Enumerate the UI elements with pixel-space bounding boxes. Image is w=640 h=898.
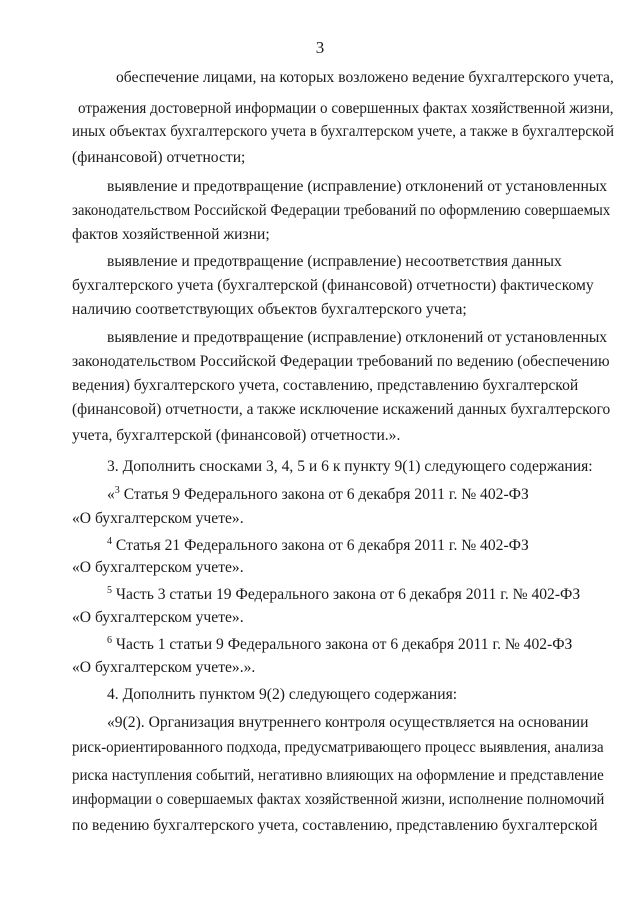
footnote-line: $^5$ Часть 3 статьи 19 Федерального закона от 6 декабря 2011 г. № 402-ФЗ [107,585,581,603]
text-line: (финансовой) отчетности; [72,149,246,166]
footnote-line: $^6$ Часть 1 статьи 9 Федерального закона от 6 декабря 2011 г. № 402-ФЗ [107,635,573,653]
footnote-line: $^4$ Статья 21 Федерального закона от 6 декабря 2011 г. № 402-ФЗ [107,536,529,554]
page-number: 3 [315,38,325,57]
text-line: «9(2). Организация внутреннего контроля осуществляется на основании [107,714,589,731]
text-line: бухгалтерского учета (бухгалтерской (финансовой) отчетности) фактическому [72,277,594,294]
text-line: иных объектах бухгалтерского учета в бухгалтерском учете, а также в бухгалтерской [72,123,615,140]
text-line: 4. Дополнить пунктом 9(2) следующего содержания: [107,686,458,703]
text-line: (финансовой) отчетности, а также исключение искажений данных бухгалтерского [72,401,611,418]
text-line: выявление и предотвращение (исправление) отклонений от установленных [107,329,608,346]
footnote-line: «$^3$ Статья 9 Федерального закона от 6 декабря 2011 г. № 402-ФЗ [107,485,529,503]
text-line: «О бухгалтерском учете».». [72,659,256,676]
text-line: обеспечение лицами, на которых возложено ведение бухгалтерского учета, [116,69,614,86]
text-line: наличию соответствующих объектов бухгалтерского учета; [72,301,467,318]
text-line: по ведению бухгалтерского учета, составлению, представлению бухгалтерской [72,817,598,834]
text-line: 3. Дополнить сносками 3, 4, 5 и 6 к пункту 9(1) следующего содержания: [107,458,593,475]
text-line: выявление и предотвращение (исправление) отклонений от установленных [107,178,608,195]
text-line: «О бухгалтерском учете». [72,510,244,527]
text-line: риска наступления событий, негативно влияющих на оформление и представление [72,767,604,784]
text-line: учета, бухгалтерской (финансовой) отчетности.». [72,427,401,444]
footnote-marker: 4 [107,536,112,547]
text-line: законодательством Российской Федерации требований по ведению (обеспечению [72,353,610,370]
text-line: «О бухгалтерском учете». [72,609,244,626]
text-line: фактов хозяйственной жизни; [72,226,270,243]
text-line: законодательством Российской Федерации требований по оформлению совершаемых [72,202,611,219]
text-line: риск-ориентированного подхода, предусматривающего процесс выявления, анализа [72,739,604,756]
text-line: «О бухгалтерском учете». [72,559,244,576]
text-line: информации о совершаемых фактах хозяйственной жизни, исполнение полномочий [72,791,605,808]
text-line: отражения достоверной информации о совершенных фактах хозяйственной жизни, [78,100,614,117]
footnote-marker: 5 [107,585,112,596]
footnote-marker: 3 [114,485,120,496]
footnote-marker: 6 [107,635,112,646]
text-line: выявление и предотвращение (исправление) несоответствия данных [107,253,562,270]
text-line: ведения) бухгалтерского учета, составлению, представлению бухгалтерской [72,377,579,394]
